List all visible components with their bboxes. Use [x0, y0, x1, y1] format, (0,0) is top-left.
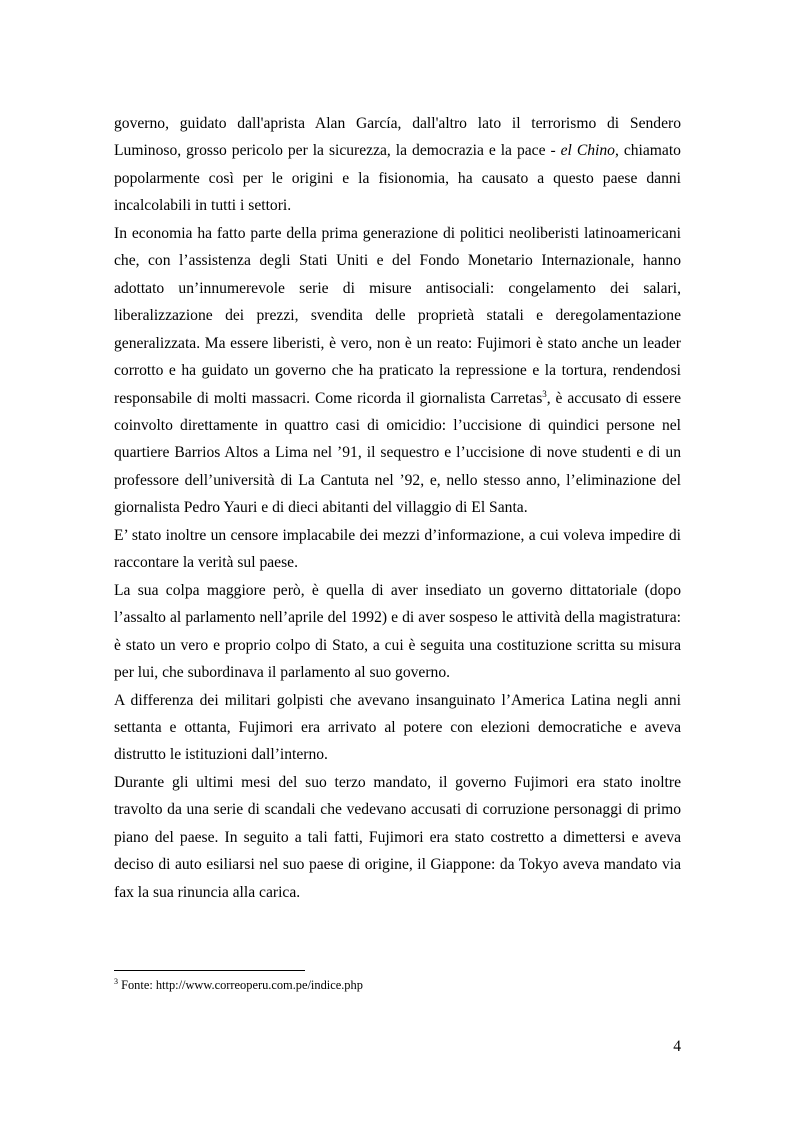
- footnote-marker: 3: [114, 976, 118, 986]
- footnote-text: Fonte: http://www.correoperu.com.pe/indice.php: [118, 978, 363, 992]
- paragraph-text: , chiamato popolarmente così per le origini e la fisionomia, ha causato a questo paese danni incalcolabili in tutti i settori.: [114, 142, 681, 215]
- paragraph: [114, 220, 681, 522]
- paragraph-text: governo, guidato dall'aprista Alan García, dall'altro lato il terrorismo di Sendero Luminoso, grosso pericolo per la sicurezza, la democrazia e la pace -: [114, 115, 681, 160]
- paragraph: [114, 769, 681, 906]
- paragraph: [114, 687, 681, 769]
- paragraph: [114, 110, 681, 220]
- paragraph-text: Durante gli ultimi mesi del suo terzo mandato, il governo Fujimori era stato inoltre travolto da una serie di scandali che vedevano accusati di corruzione personaggi di primo piano del paese. In seguito a tali fatti, Fujimori era stato costretto a dimettersi e aveva deciso di auto esiliarsi nel suo paese di origine, il Giappone: da Tokyo aveva mandato via fax la sua rinuncia alla carica.: [114, 773, 681, 901]
- footnote: [114, 977, 681, 993]
- paragraph-text: In economia ha fatto parte della prima generazione di politici neoliberisti latinoamericani che, con l’assistenza degli Stati Uniti e del Fondo Monetario Internazionale, hanno adottato un’innumerevole serie di misure antisociali: congelamento dei salari, liberalizzazione dei prezzi, svendita delle proprietà statali e deregolamentazione generalizzata. Ma essere liberisti, è vero, non è un reato: Fujimori è stato anche un leader corrotto e ha guidato un governo che ha praticato la repressione e la tortura, rendendosi responsabile di molti massacri. Come ricorda il giornalista Carretas: [114, 224, 681, 407]
- paragraph: [114, 577, 681, 687]
- paragraph-text: E’ stato inoltre un censore implacabile dei mezzi d’informazione, a cui voleva impedire di raccontare la verità sul paese.: [114, 526, 681, 572]
- paragraph-text: A differenza dei militari golpisti che avevano insanguinato l’America Latina negli anni settanta e ottanta, Fujimori era arrivato al potere con elezioni democratiche e aveva distrutto le istituzioni dall’interno.: [114, 691, 681, 764]
- paragraph-text: La sua colpa maggiore però, è quella di aver insediato un governo dittatoriale (dopo l’assalto al parlamento nell’aprile del 1992) e di aver sospeso le attività della magistratura: è stato un vero e proprio colpo di Stato, a cui è seguita una costituzione scritta su misura per lui, che subordinava il parlamento al suo governo.: [114, 581, 681, 682]
- footnote-separator: [114, 970, 305, 971]
- italic-text: el Chino: [560, 142, 615, 160]
- body-text: [114, 110, 681, 906]
- page-number: 4: [673, 1038, 681, 1055]
- footnote-reference: 3: [542, 388, 547, 399]
- paragraph-text: , è accusato di essere coinvolto direttamente in quattro casi di omicidio: l’uccisione di quindici persone nel quartiere Barrios Altos a Lima nel ’91, il sequestro e l’uccisione di nove studenti e di un professore dell’università di La Cantuta nel ’92, e, nello stesso anno, l’eliminazione del giornalista Pedro Yauri e di dieci abitanti del villaggio di El Santa.: [114, 389, 681, 517]
- paragraph: [114, 522, 681, 577]
